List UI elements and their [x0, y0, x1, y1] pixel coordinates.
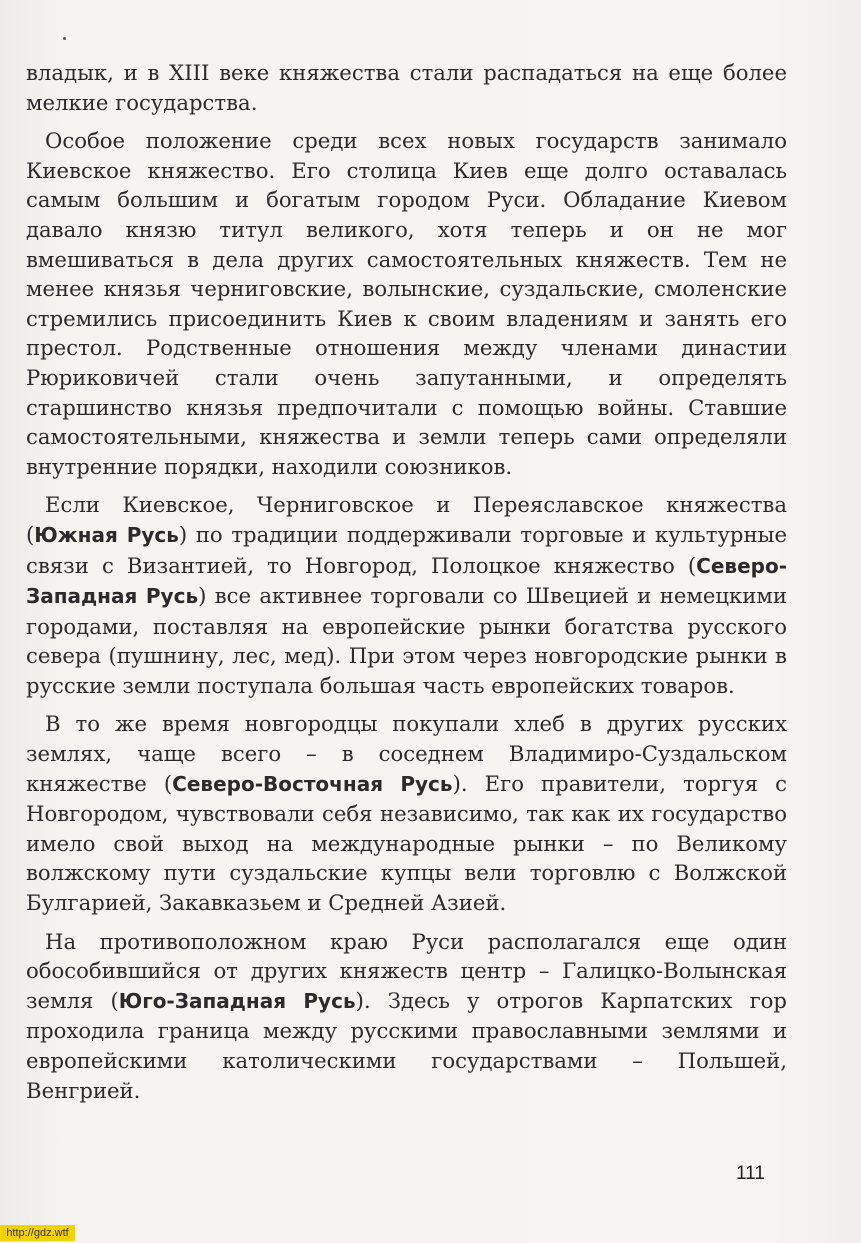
paragraph-text: ) все активнее торговали со Швецией и немецкими городами, поставляя на европейские рынки богатства русского севера (пушнину, лес, мед). При этом через новгородские рынки в русские земли поступала большая часть европейских товаров. — [26, 583, 787, 698]
region-term: Юго-Западная Русь — [118, 988, 356, 1013]
paragraph — [26, 490, 787, 700]
region-term: Южная Русь — [34, 522, 179, 547]
paragraph-text: ) по традиции поддерживали торговые и культурные связи с Византией, то Новгород, Полоцкое княжество ( — [26, 521, 787, 578]
paragraph — [26, 58, 787, 117]
page-number: 111 — [736, 1163, 765, 1184]
paragraph-text: На противоположном краю Руси располагался еще один обособившийся от других княжеств центр – Галицко-Волынская земля ( — [26, 928, 787, 1013]
paragraph-text: владык, и в XIII веке княжества стали распадаться на еще более мелкие государства. — [26, 60, 787, 115]
print-speck — [63, 37, 66, 40]
paragraph — [26, 126, 787, 481]
watermark-link[interactable]: http://gdz.wtf — [0, 1225, 75, 1241]
paragraph-text: Особое положение среди всех новых государств занимало Киевское княжество. Его столица Киев еще долго оставалась самым большим и богатым городом Руси. Обладание Киевом давало князю титул великого, хотя теперь и он не мог вмешиваться в дела других самостоятельных княжеств. Тем не менее князья черниговские, волынские, суздальские, смоленские стремились присоединить Киев к своим владениям и занять его престол. Родственные отношения между членами династии Рюриковичей стали очень запутанными, и определять старшинство князья предпочитали с помощью войны. Ставшие самостоятельными, княжества и земли теперь сами определяли внутренние порядки, находили союзников. — [26, 128, 787, 479]
page-text — [26, 58, 787, 1105]
paragraph-text: В то же время новгородцы покупали хлеб в других русских землях, чаще всего – в соседнем Владимиро-Суздальском княжестве ( — [26, 711, 787, 796]
paragraph — [26, 927, 787, 1106]
paragraph-text: ). Здесь у отрогов Карпатских гор проходила граница между русскими православными землями и европейскими католическими государствами – Польшей, Венгрией. — [26, 987, 787, 1103]
region-term: Северо-Западная Русь — [26, 553, 787, 609]
paragraph-text: Если Киевское, Черниговское и Переяславское княжества ( — [26, 492, 787, 547]
region-term: Северо-Восточная Русь — [172, 771, 453, 796]
paragraph — [26, 709, 787, 917]
paragraph-text: ). Его правители, торгуя с Новгородом, чувствовали себя независимо, так как их государство имело свой выход на международные рынки – по Великому волжскому пути суздальские купцы вели торговлю с Волжской Булгарией, Закавказьем и Средней Азией. — [26, 770, 787, 916]
